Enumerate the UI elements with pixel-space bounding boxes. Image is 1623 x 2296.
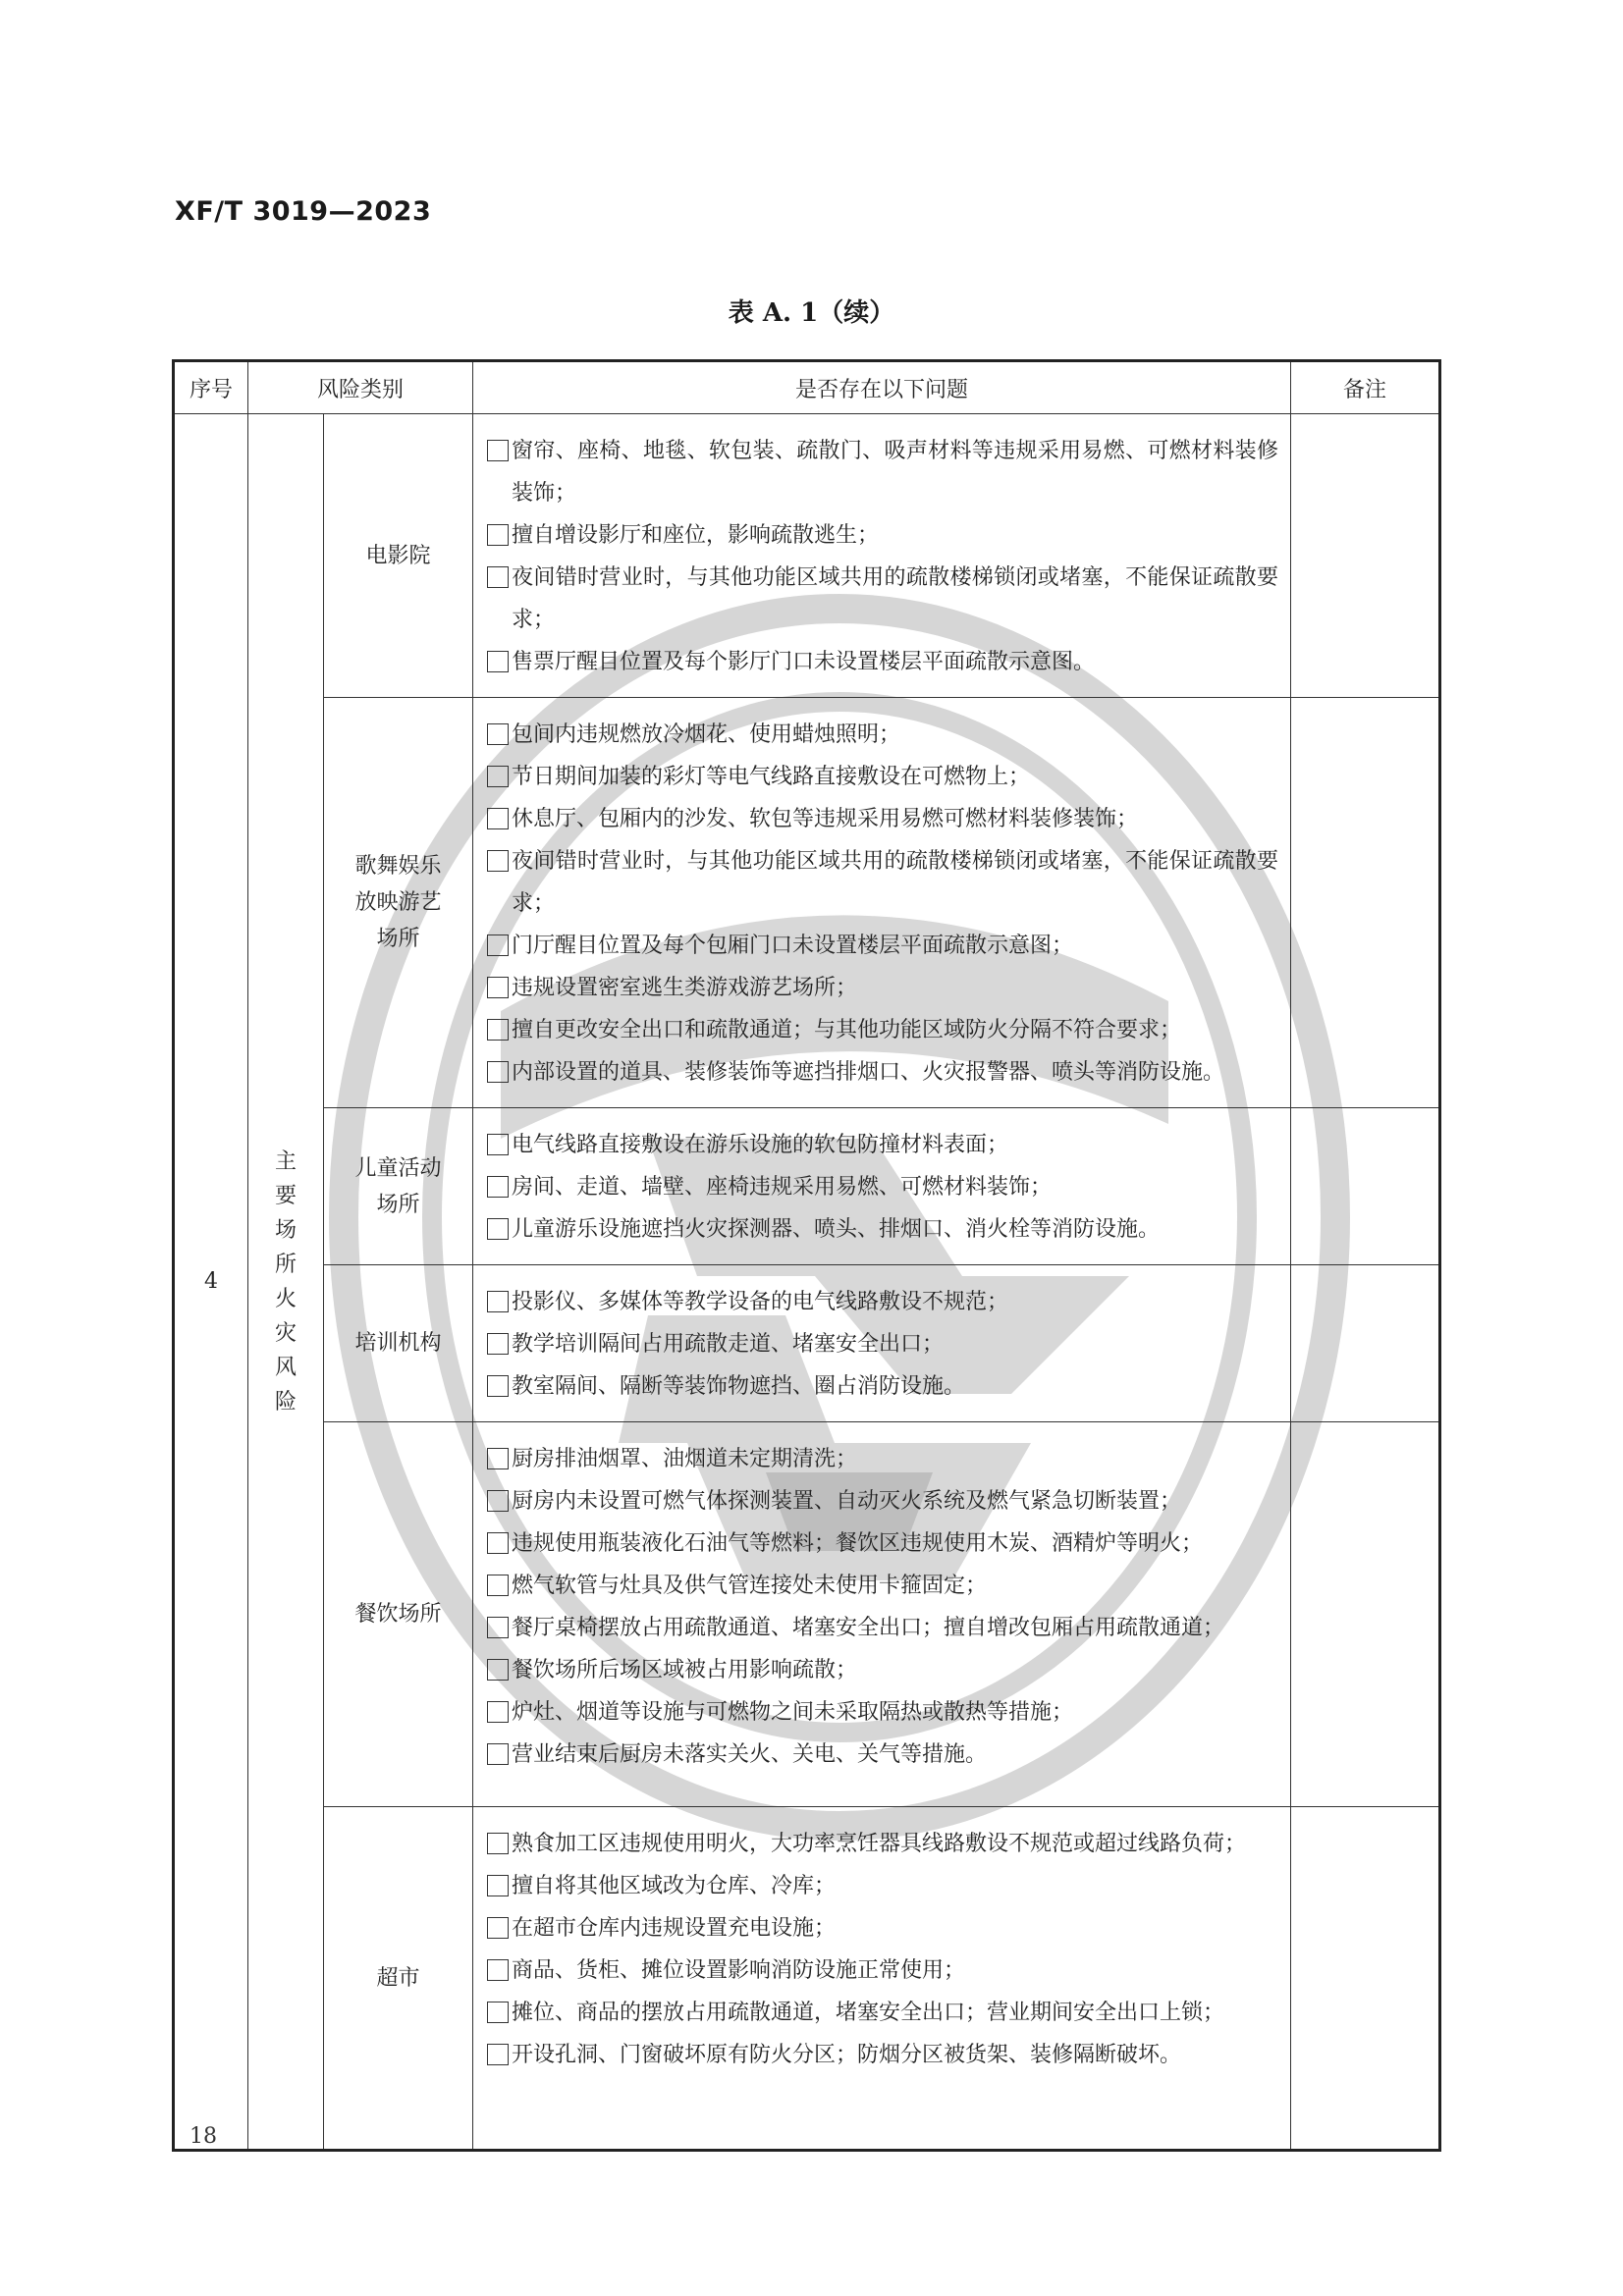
issue-item xyxy=(487,1009,1278,1051)
main-category-char: 风 xyxy=(274,1355,297,1380)
issue-item xyxy=(487,430,1278,514)
checkbox-icon[interactable] xyxy=(487,2044,509,2065)
issue-text: 儿童游乐设施遮挡火灾探测器、喷头、排烟口、消火栓等消防设施。 xyxy=(512,1217,1161,1242)
checkbox-icon[interactable] xyxy=(487,1134,509,1155)
main-category-char: 灾 xyxy=(274,1320,297,1346)
checkbox-icon[interactable] xyxy=(487,977,509,998)
issue-text: 夜间错时营业时，与其他功能区域共用的疏散楼梯锁闭或堵塞，不能保证疏散要求； xyxy=(512,849,1279,916)
issue-item xyxy=(487,1734,1278,1776)
checkbox-icon[interactable] xyxy=(487,850,509,872)
issues-cell xyxy=(473,1807,1291,2151)
issue-text: 商品、货柜、摊位设置影响消防设施正常使用； xyxy=(512,1958,966,1983)
checkbox-icon[interactable] xyxy=(487,1875,509,1896)
issue-text: 窗帘、座椅、地毯、软包装、疏散门、吸声材料等违规采用易燃、可燃材料装修装饰； xyxy=(512,439,1279,506)
checkbox-icon[interactable] xyxy=(487,1617,509,1638)
sub-category-name: 超市 xyxy=(376,1965,420,1991)
issue-text: 摊位、商品的摆放占用疏散通道，堵塞安全出口；营业期间安全出口上锁； xyxy=(512,2001,1225,2025)
issue-text: 售票厅醒目位置及每个影厅门口未设置楼层平面疏散示意图。 xyxy=(512,650,1096,674)
issue-item xyxy=(487,967,1278,1009)
issue-text: 教学培训隔间占用疏散走道、堵塞安全出口； xyxy=(512,1332,945,1357)
issue-text: 夜间错时营业时，与其他功能区域共用的疏散楼梯锁闭或堵塞，不能保证疏散要求； xyxy=(512,565,1279,632)
table-row xyxy=(174,1422,1440,1807)
checkbox-icon[interactable] xyxy=(487,1490,509,1512)
checkbox-icon[interactable] xyxy=(487,1019,509,1041)
issue-text: 熟食加工区违规使用明火，大功率烹饪器具线路敷设不规范或超过线路负荷； xyxy=(512,1832,1247,1856)
remark-cell[interactable] xyxy=(1291,1422,1440,1807)
header-issues: 是否存在以下问题 xyxy=(473,361,1291,414)
sub-category-name: 放映游艺 xyxy=(354,890,442,915)
issue-text: 擅自更改安全出口和疏散通道；与其他功能区域防火分隔不符合要求； xyxy=(512,1018,1182,1042)
issue-item xyxy=(487,1907,1278,1949)
checkbox-icon[interactable] xyxy=(487,1448,509,1469)
checkbox-icon[interactable] xyxy=(487,651,509,672)
checkbox-icon[interactable] xyxy=(487,1701,509,1723)
issue-item xyxy=(487,925,1278,967)
issue-item xyxy=(487,1949,1278,1992)
issues-cell xyxy=(473,1422,1291,1807)
remark-cell[interactable] xyxy=(1291,1108,1440,1265)
table-row xyxy=(174,1807,1440,2151)
checkbox-icon[interactable] xyxy=(487,1743,509,1765)
sub-category-cell xyxy=(324,1108,473,1265)
checkbox-icon[interactable] xyxy=(487,2002,509,2023)
issue-item xyxy=(487,1365,1278,1408)
checkbox-icon[interactable] xyxy=(487,566,509,588)
checkbox-icon[interactable] xyxy=(487,440,509,461)
checkbox-icon[interactable] xyxy=(487,766,509,787)
issue-item xyxy=(487,1649,1278,1691)
table-row xyxy=(174,698,1440,1108)
issue-item xyxy=(487,1865,1278,1907)
sub-category-name: 儿童活动 xyxy=(354,1155,442,1181)
main-category-char: 场 xyxy=(274,1217,297,1243)
checkbox-icon[interactable] xyxy=(487,1917,509,1939)
issue-text: 厨房排油烟罩、油烟道未定期清洗； xyxy=(512,1447,858,1471)
issue-text: 营业结束后厨房未落实关火、关电、关气等措施。 xyxy=(512,1742,988,1767)
remark-cell[interactable] xyxy=(1291,1265,1440,1422)
issue-item xyxy=(487,840,1278,925)
table-row xyxy=(174,1108,1440,1265)
checkbox-icon[interactable] xyxy=(487,1218,509,1240)
issue-text: 擅自将其他区域改为仓库、冷库； xyxy=(512,1874,837,1898)
issues-cell xyxy=(473,698,1291,1108)
checkbox-icon[interactable] xyxy=(487,1061,509,1083)
main-category-char: 要 xyxy=(274,1183,297,1208)
issue-item xyxy=(487,1124,1278,1166)
issue-text: 炉灶、烟道等设施与可燃物之间未采取隔热或散热等措施； xyxy=(512,1700,1074,1725)
remark-cell[interactable] xyxy=(1291,414,1440,698)
table-header-row xyxy=(174,361,1440,414)
issue-text: 节日期间加装的彩灯等电气线路直接敷设在可燃物上； xyxy=(512,765,1031,789)
remark-cell[interactable] xyxy=(1291,698,1440,1108)
issue-text: 餐饮场所后场区域被占用影响疏散； xyxy=(512,1658,858,1682)
seq-cell: 4 xyxy=(174,414,248,2151)
issues-cell xyxy=(473,1265,1291,1422)
main-category-char: 主 xyxy=(274,1148,297,1174)
checkbox-icon[interactable] xyxy=(487,524,509,546)
table-title: 表 A. 1（续） xyxy=(728,298,895,328)
sub-category-cell xyxy=(324,1265,473,1422)
checkbox-icon[interactable] xyxy=(487,1176,509,1198)
issue-text: 休息厅、包厢内的沙发、软包等违规采用易燃可燃材料装修装饰； xyxy=(512,807,1139,831)
issue-text: 包间内违规燃放冷烟花、使用蜡烛照明； xyxy=(512,722,901,747)
remark-cell[interactable] xyxy=(1291,1807,1440,2151)
issue-item xyxy=(487,514,1278,557)
issue-item xyxy=(487,714,1278,756)
table-row xyxy=(174,1265,1440,1422)
header-seq: 序号 xyxy=(174,361,248,414)
issue-item xyxy=(487,1607,1278,1649)
issue-text: 投影仪、多媒体等教学设备的电气线路敷设不规范； xyxy=(512,1290,1009,1314)
issue-text: 厨房内未设置可燃气体探测装置、自动灭火系统及燃气紧急切断装置； xyxy=(512,1489,1182,1514)
checkbox-icon[interactable] xyxy=(487,723,509,745)
checkbox-icon[interactable] xyxy=(487,1575,509,1596)
issue-text: 擅自增设影厅和座位，影响疏散逃生； xyxy=(512,523,880,548)
issues-cell xyxy=(473,414,1291,698)
header-remark: 备注 xyxy=(1291,361,1440,414)
issue-text: 在超市仓库内违规设置充电设施； xyxy=(512,1916,837,1941)
issue-text: 教室隔间、隔断等装饰物遮挡、圈占消防设施。 xyxy=(512,1374,966,1399)
issue-item xyxy=(487,756,1278,798)
issue-text: 开设孔洞、门窗破坏原有防火分区；防烟分区被货架、装修隔断破坏。 xyxy=(512,2043,1182,2067)
issue-item xyxy=(487,1522,1278,1565)
issue-text: 燃气软管与灶具及供气管连接处未使用卡箍固定； xyxy=(512,1574,988,1598)
issue-item xyxy=(487,1480,1278,1522)
table-row xyxy=(174,414,1440,698)
checkbox-icon[interactable] xyxy=(487,808,509,829)
checkbox-icon[interactable] xyxy=(487,934,509,956)
issue-item xyxy=(487,557,1278,641)
issue-item xyxy=(487,1166,1278,1208)
page-number: 18 xyxy=(189,2124,217,2149)
checkbox-icon[interactable] xyxy=(487,1833,509,1854)
issue-text: 内部设置的道具、装修装饰等遮挡排烟口、火灾报警器、喷头等消防设施。 xyxy=(512,1060,1225,1085)
issue-item xyxy=(487,1281,1278,1323)
issue-text: 违规设置密室逃生类游戏游艺场所； xyxy=(512,976,858,1000)
risk-checklist-table xyxy=(172,359,1441,2152)
main-category-char: 所 xyxy=(274,1252,297,1277)
sub-category-cell xyxy=(324,1422,473,1807)
issue-item xyxy=(487,1565,1278,1607)
issue-item xyxy=(487,1051,1278,1094)
issue-item xyxy=(487,1438,1278,1480)
main-category-cell xyxy=(248,414,324,2151)
issue-text: 违规使用瓶装液化石油气等燃料；餐饮区违规使用木炭、酒精炉等明火； xyxy=(512,1531,1204,1556)
issue-item xyxy=(487,1823,1278,1865)
checkbox-icon[interactable] xyxy=(487,1333,509,1355)
issue-text: 餐厅桌椅摆放占用疏散通道、堵塞安全出口；擅自增改包厢占用疏散通道； xyxy=(512,1616,1225,1640)
issue-item xyxy=(487,1323,1278,1365)
sub-category-name: 电影院 xyxy=(365,543,431,568)
issue-item xyxy=(487,1208,1278,1251)
checkbox-icon[interactable] xyxy=(487,1375,509,1397)
checkbox-icon[interactable] xyxy=(487,1659,509,1681)
issue-item xyxy=(487,2034,1278,2076)
checkbox-icon[interactable] xyxy=(487,1291,509,1312)
main-category-char: 火 xyxy=(274,1286,297,1311)
issue-text: 门厅醒目位置及每个包厢门口未设置楼层平面疏散示意图； xyxy=(512,934,1074,958)
issues-cell xyxy=(473,1108,1291,1265)
sub-category-cell xyxy=(324,1807,473,2151)
sub-category-name: 场所 xyxy=(376,927,420,951)
sub-category-cell xyxy=(324,698,473,1108)
checkbox-icon[interactable] xyxy=(487,1959,509,1981)
sub-category-cell xyxy=(324,414,473,698)
sub-category-name: 培训机构 xyxy=(354,1331,442,1356)
issue-item xyxy=(487,1691,1278,1734)
header-category: 风险类别 xyxy=(248,361,473,414)
issue-item xyxy=(487,641,1278,683)
standard-id: XF/T 3019—2023 xyxy=(175,196,432,227)
issue-item xyxy=(487,1992,1278,2034)
issue-text: 电气线路直接敷设在游乐设施的软包防撞材料表面； xyxy=(512,1133,1009,1157)
issue-item xyxy=(487,798,1278,840)
checkbox-icon[interactable] xyxy=(487,1532,509,1554)
sub-category-name: 场所 xyxy=(376,1192,420,1217)
sub-category-name: 歌舞娱乐 xyxy=(354,854,442,879)
issue-text: 房间、走道、墙壁、座椅违规采用易燃、可燃材料装饰； xyxy=(512,1175,1053,1200)
main-category-char: 险 xyxy=(274,1389,297,1415)
sub-category-name: 餐饮场所 xyxy=(354,1602,442,1627)
